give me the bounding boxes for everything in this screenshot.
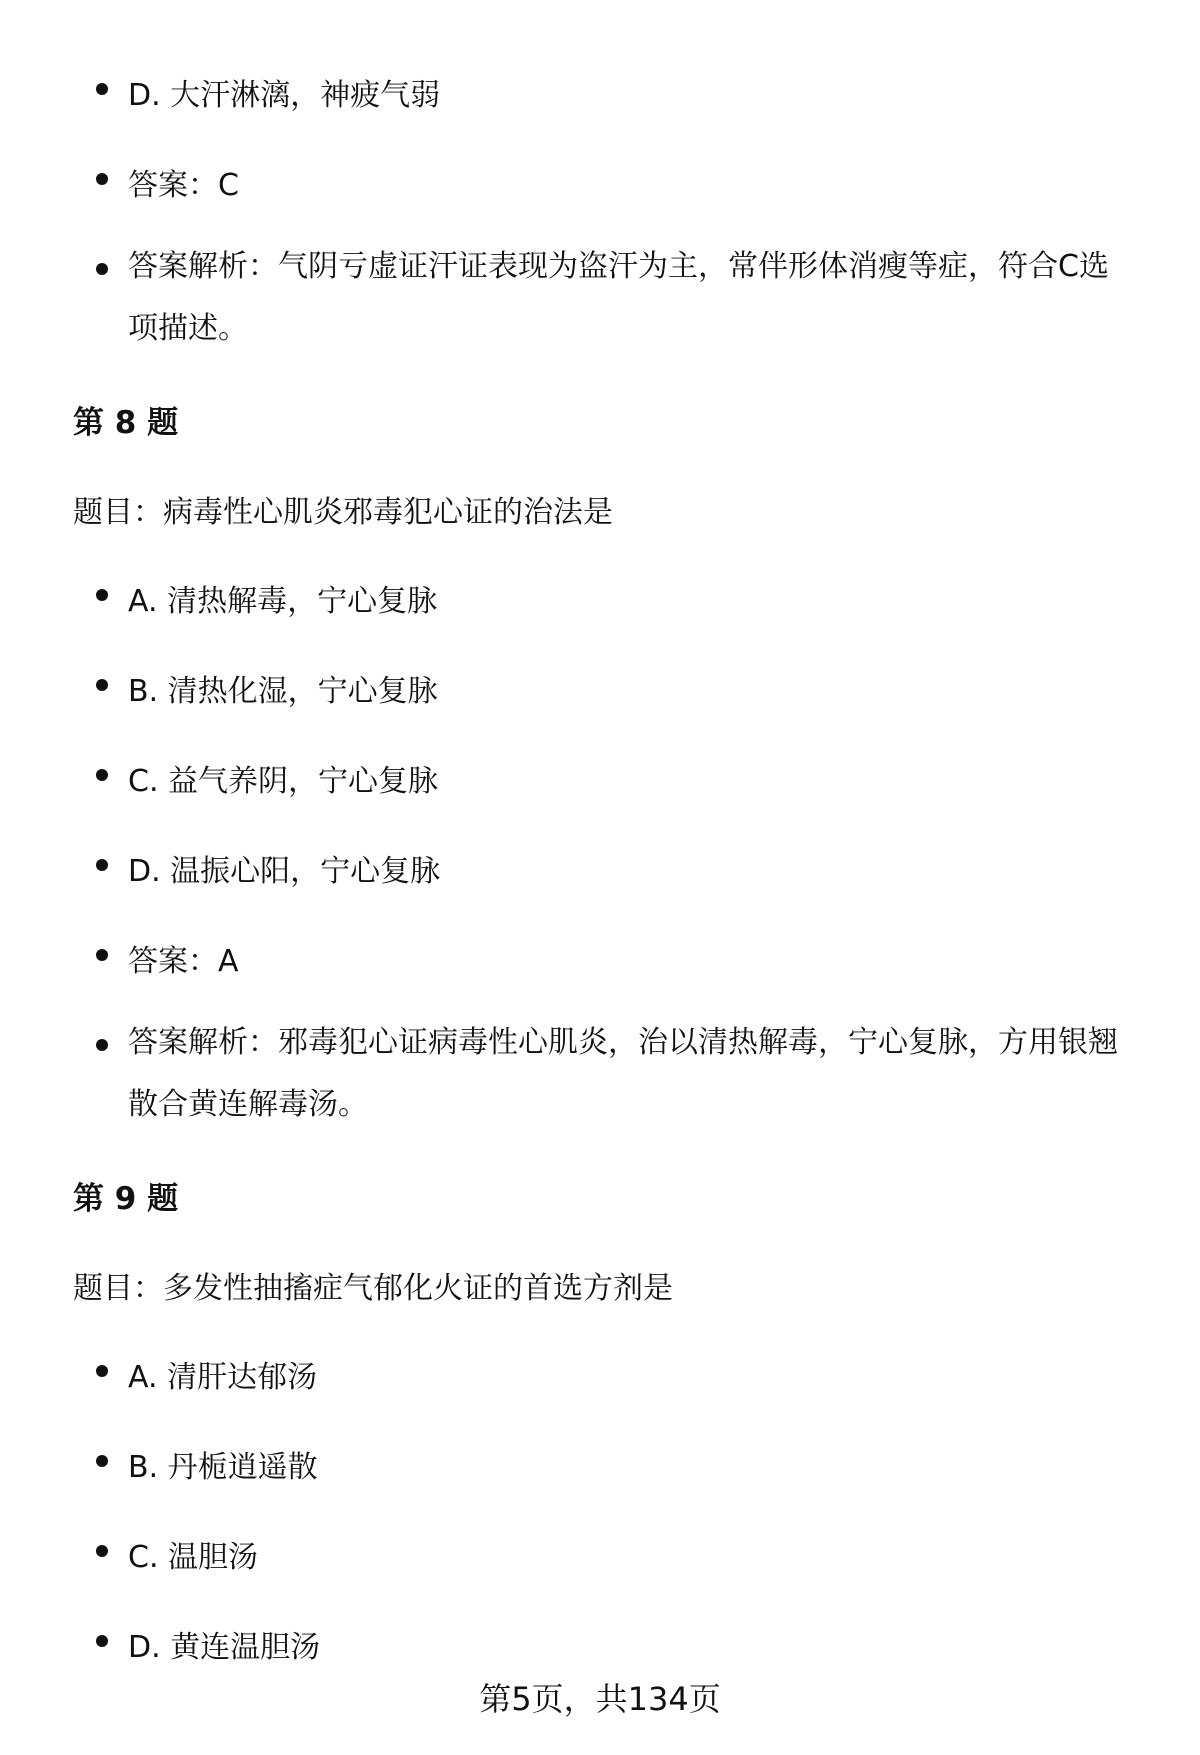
q8-option-b: B. 清热化湿，宁心复脉 bbox=[128, 674, 438, 709]
q9-heading: 第 9 题 bbox=[73, 1181, 179, 1217]
bullet-icon bbox=[96, 589, 108, 601]
bullet-icon bbox=[96, 769, 108, 781]
q8-explanation: 答案解析：邪毒犯心证病毒性心肌炎，治以清热解毒，宁心复脉，方用银翘散合黄连解毒汤。 bbox=[128, 1025, 1118, 1122]
bullet-icon bbox=[96, 1455, 108, 1467]
bullet-icon bbox=[96, 679, 108, 691]
q9-option-c: C. 温胆汤 bbox=[128, 1540, 259, 1575]
bullet-icon bbox=[96, 173, 108, 185]
bullet-icon bbox=[96, 1365, 108, 1377]
q7-explanation: 答案解析：气阴亏虚证汗证表现为盗汗为主，常伴形体消瘦等症，符合C选项描述。 bbox=[128, 249, 1109, 346]
q9-option-a: A. 清肝达郁汤 bbox=[128, 1360, 318, 1395]
bullet-icon bbox=[96, 1635, 108, 1647]
bullet-icon bbox=[96, 83, 108, 95]
bullet-icon bbox=[96, 859, 108, 871]
q9-option-d: D. 黄连温胆汤 bbox=[128, 1630, 321, 1665]
page-number: 第5页，共134页 bbox=[479, 1680, 721, 1718]
q7-option-d: D. 大汗淋漓，神疲气弱 bbox=[128, 78, 441, 113]
q9-question: 题目：多发性抽搐症气郁化火证的首选方剂是 bbox=[73, 1271, 673, 1306]
q8-heading: 第 8 题 bbox=[73, 405, 179, 441]
bullet-icon bbox=[96, 263, 108, 275]
q8-option-c: C. 益气养阴，宁心复脉 bbox=[128, 764, 439, 799]
bullet-icon bbox=[96, 1545, 108, 1557]
bullet-icon bbox=[96, 1039, 108, 1051]
q9-option-b: B. 丹栀逍遥散 bbox=[128, 1450, 318, 1485]
q8-option-a: A. 清热解毒，宁心复脉 bbox=[128, 584, 438, 619]
q8-option-d: D. 温振心阳，宁心复脉 bbox=[128, 854, 441, 889]
bullet-icon bbox=[96, 949, 108, 961]
q7-answer: 答案：C bbox=[128, 168, 239, 203]
q8-question: 题目：病毒性心肌炎邪毒犯心证的治法是 bbox=[73, 495, 613, 530]
q8-answer: 答案：A bbox=[128, 944, 239, 979]
